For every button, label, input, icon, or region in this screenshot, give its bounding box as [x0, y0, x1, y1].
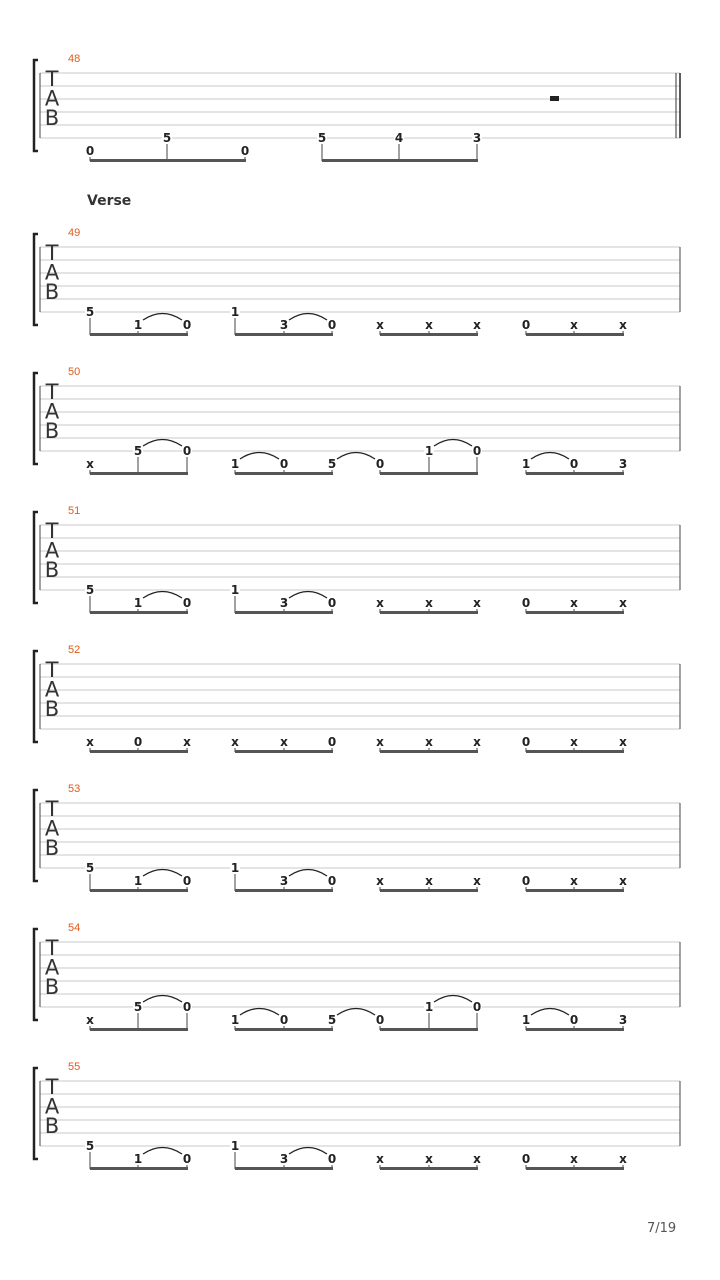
tie-arc [531, 1009, 569, 1016]
beam [526, 1028, 624, 1031]
beam [526, 472, 624, 475]
fret-number: x [473, 596, 481, 610]
beam [526, 611, 624, 614]
measure-number: 53 [68, 783, 81, 795]
fret-number: 3 [472, 131, 482, 145]
beam [90, 472, 188, 475]
fret-number: 5 [162, 131, 172, 145]
tab-clef-letter: T [45, 1075, 59, 1099]
fret-number: 0 [327, 1152, 337, 1166]
fret-number: x [425, 1152, 433, 1166]
tab-clef-letter: B [44, 106, 60, 130]
measure-number: 54 [68, 922, 81, 934]
tie-arc [143, 592, 182, 599]
beam [526, 889, 624, 892]
fret-number: x [570, 874, 578, 888]
section-label: Verse [87, 193, 132, 209]
beam [90, 750, 188, 753]
fret-number: 0 [521, 1152, 531, 1166]
beam [90, 333, 188, 336]
fret-number: 5 [327, 457, 337, 471]
beam [380, 1028, 478, 1031]
tab-clef-letter: T [45, 658, 59, 682]
fret-number: 1 [133, 318, 143, 332]
beam [235, 333, 333, 336]
tab-clef-letter: A [44, 399, 60, 424]
half-rest [550, 96, 559, 101]
fret-number: 1 [230, 305, 240, 319]
tab-clef-letter: A [44, 816, 60, 841]
tab-clef-letter: T [45, 380, 59, 404]
beam [380, 611, 478, 614]
tab-clef-letter: T [45, 519, 59, 543]
beam [380, 472, 478, 475]
fret-number: x [619, 318, 627, 332]
fret-number: 1 [133, 596, 143, 610]
beam [526, 333, 624, 336]
fret-number: x [183, 735, 191, 749]
measure-number: 50 [68, 366, 81, 378]
beam [235, 1028, 333, 1031]
tie-arc [434, 440, 472, 447]
page-number: 7/19 [647, 1221, 677, 1236]
fret-number: 1 [133, 874, 143, 888]
fret-number: 5 [85, 861, 95, 875]
fret-number: 0 [375, 457, 385, 471]
tie-arc [531, 453, 569, 460]
beam [235, 750, 333, 753]
measure-number: 51 [68, 505, 81, 517]
tie-arc [143, 440, 182, 447]
tab-clef-letter: B [44, 280, 60, 304]
fret-number: x [570, 596, 578, 610]
fret-number: 0 [182, 318, 192, 332]
fret-number: x [86, 735, 94, 749]
beam [322, 159, 478, 162]
tie-arc [289, 870, 327, 877]
fret-number: x [425, 735, 433, 749]
tie-arc [289, 1148, 327, 1155]
tab-clef-letter: B [44, 558, 60, 582]
tab-clef-letter: A [44, 677, 60, 702]
fret-number: 3 [279, 1152, 289, 1166]
system-bracket [34, 929, 38, 1020]
fret-number: 0 [240, 144, 250, 158]
beam [90, 611, 188, 614]
tab-clef-letter: T [45, 241, 59, 265]
tie-arc [289, 314, 327, 321]
tie-arc [240, 453, 279, 460]
fret-number: 0 [521, 596, 531, 610]
beam [380, 333, 478, 336]
fret-number: 5 [85, 305, 95, 319]
fret-number: x [570, 318, 578, 332]
tie-arc [337, 453, 375, 460]
beam [526, 750, 624, 753]
fret-number: 0 [327, 596, 337, 610]
fret-number: 0 [279, 457, 289, 471]
fret-number: x [231, 735, 239, 749]
fret-number: x [376, 874, 384, 888]
fret-number: x [473, 874, 481, 888]
fret-number: 0 [279, 1013, 289, 1027]
fret-number: 0 [327, 318, 337, 332]
system-bracket [34, 790, 38, 881]
fret-number: 0 [182, 596, 192, 610]
tab-clef-letter: A [44, 1094, 60, 1119]
fret-number: 1 [424, 1000, 434, 1014]
beam [90, 1167, 188, 1170]
fret-number: 0 [182, 1000, 192, 1014]
tab-clef-letter: T [45, 67, 59, 91]
fret-number: 5 [85, 1139, 95, 1153]
fret-number: 0 [182, 1152, 192, 1166]
system-bracket [34, 651, 38, 742]
beam [90, 159, 246, 162]
fret-number: 1 [424, 444, 434, 458]
fret-number: 0 [182, 444, 192, 458]
tab-clef-letter: T [45, 936, 59, 960]
system-bracket [34, 1068, 38, 1159]
fret-number: x [86, 1013, 94, 1027]
fret-number: x [619, 596, 627, 610]
fret-number: x [425, 596, 433, 610]
fret-number: x [473, 735, 481, 749]
tab-clef-letter: B [44, 697, 60, 721]
fret-number: x [86, 457, 94, 471]
beam [235, 1167, 333, 1170]
fret-number: 3 [279, 596, 289, 610]
beam [380, 889, 478, 892]
fret-number: 5 [317, 131, 327, 145]
fret-number: x [473, 318, 481, 332]
tab-clef-letter: A [44, 538, 60, 563]
beam [235, 472, 333, 475]
tie-arc [337, 1009, 375, 1016]
measure-number: 55 [68, 1061, 81, 1073]
fret-number: 3 [618, 457, 628, 471]
beam [380, 1167, 478, 1170]
tie-arc [143, 314, 182, 321]
fret-number: x [376, 735, 384, 749]
fret-number: 0 [569, 1013, 579, 1027]
fret-number: 1 [230, 457, 240, 471]
beam [235, 611, 333, 614]
fret-number: 1 [230, 1013, 240, 1027]
fret-number: 5 [85, 583, 95, 597]
fret-number: x [376, 1152, 384, 1166]
tie-arc [434, 996, 472, 1003]
tab-clef-letter: B [44, 419, 60, 443]
fret-number: 1 [133, 1152, 143, 1166]
tab-clef-letter: A [44, 955, 60, 980]
tie-arc [143, 870, 182, 877]
beam [90, 889, 188, 892]
fret-number: 0 [472, 1000, 482, 1014]
tab-clef-letter: T [45, 797, 59, 821]
fret-number: 1 [230, 583, 240, 597]
fret-number: 0 [375, 1013, 385, 1027]
fret-number: 0 [327, 874, 337, 888]
measure-number: 52 [68, 644, 81, 656]
tie-arc [143, 1148, 182, 1155]
fret-number: 0 [521, 874, 531, 888]
fret-number: 3 [279, 318, 289, 332]
fret-number: 3 [618, 1013, 628, 1027]
fret-number: x [619, 874, 627, 888]
fret-number: x [619, 1152, 627, 1166]
beam [90, 1028, 188, 1031]
fret-number: 1 [230, 1139, 240, 1153]
fret-number: x [473, 1152, 481, 1166]
tie-arc [240, 1009, 279, 1016]
fret-number: 1 [521, 1013, 531, 1027]
fret-number: 0 [133, 735, 143, 749]
fret-number: 0 [182, 874, 192, 888]
beam [526, 1167, 624, 1170]
fret-number: x [570, 735, 578, 749]
fret-number: 0 [327, 735, 337, 749]
system-bracket [34, 60, 38, 151]
fret-number: 5 [133, 444, 143, 458]
fret-number: 3 [279, 874, 289, 888]
tie-arc [289, 592, 327, 599]
system-bracket [34, 234, 38, 325]
beam [235, 889, 333, 892]
fret-number: 5 [133, 1000, 143, 1014]
measure-number: 48 [68, 53, 81, 65]
system-bracket [34, 512, 38, 603]
fret-number: x [570, 1152, 578, 1166]
tab-clef-letter: B [44, 975, 60, 999]
measure-number: 49 [68, 227, 81, 239]
fret-number: x [425, 874, 433, 888]
beam [380, 750, 478, 753]
fret-number: x [425, 318, 433, 332]
fret-number: 0 [521, 735, 531, 749]
fret-number: 0 [472, 444, 482, 458]
fret-number: 1 [521, 457, 531, 471]
tie-arc [143, 996, 182, 1003]
fret-number: 0 [521, 318, 531, 332]
fret-number: x [619, 735, 627, 749]
fret-number: x [280, 735, 288, 749]
fret-number: x [376, 318, 384, 332]
tab-clef-letter: A [44, 260, 60, 285]
fret-number: x [376, 596, 384, 610]
system-bracket [34, 373, 38, 464]
fret-number: 0 [569, 457, 579, 471]
fret-number: 0 [85, 144, 95, 158]
fret-number: 4 [394, 131, 404, 145]
fret-number: 5 [327, 1013, 337, 1027]
tab-clef-letter: B [44, 1114, 60, 1138]
tab-clef-letter: B [44, 836, 60, 860]
fret-number: 1 [230, 861, 240, 875]
tab-clef-letter: A [44, 86, 60, 111]
